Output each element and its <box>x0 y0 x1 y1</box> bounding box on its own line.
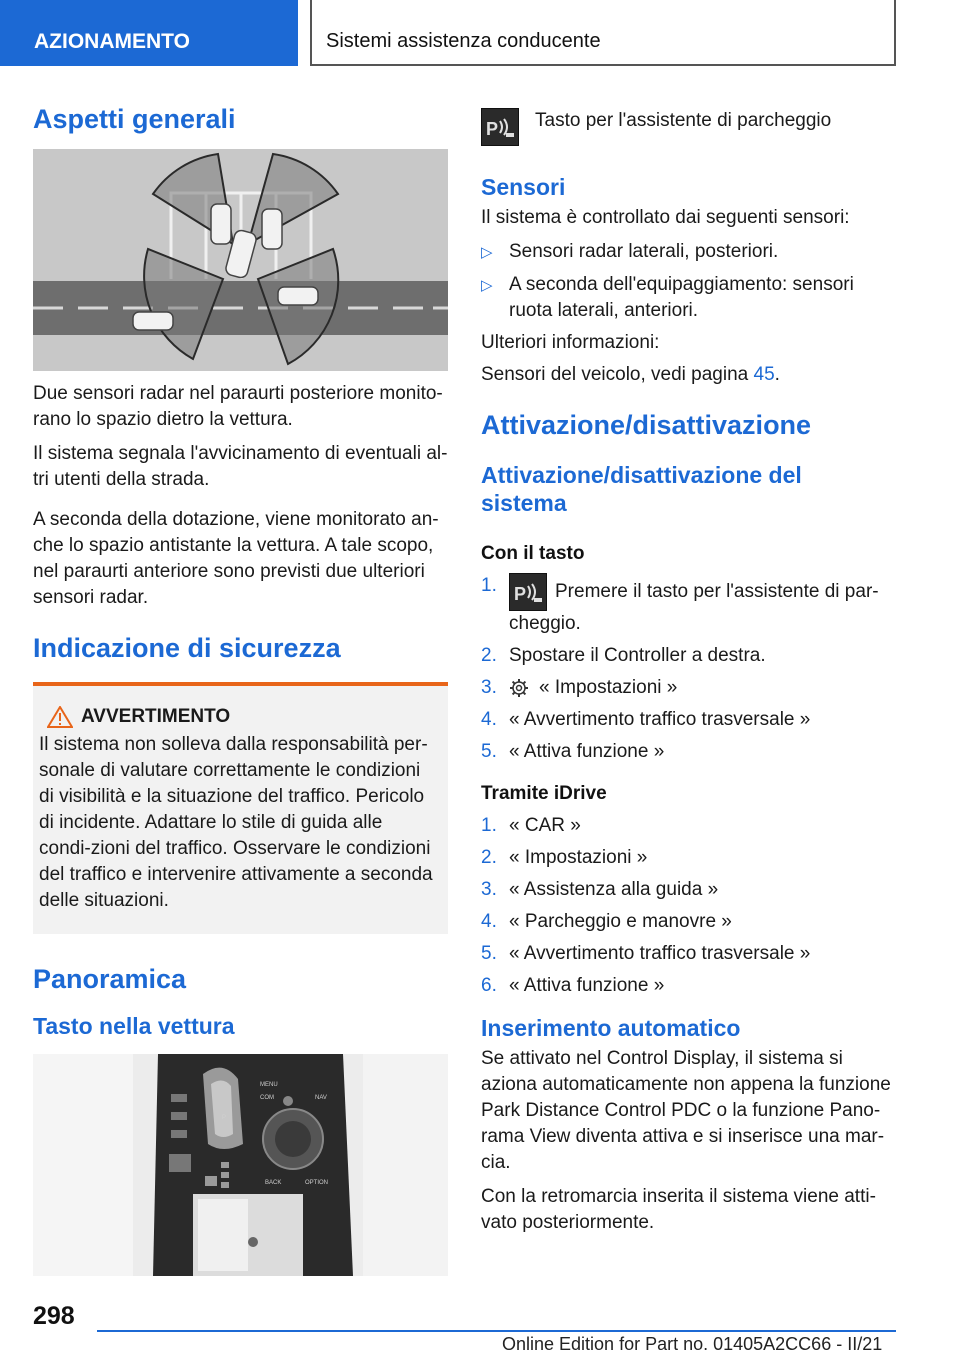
label-back: BACK <box>265 1180 282 1186</box>
warning-text: Il sistema non solleva dalla responsabilità per-sonale di valutare correttamente le condizioni di visibilità e la situazione del traffico. Pericolo di incidente. Adattare lo stile di guida alle condi-zioni del traffico. Osservare le condizioni del traffico e intervenire attivamente a seconda delle situazioni. <box>39 734 433 911</box>
list-item: 2. Spostare il Controller a destra. <box>481 645 766 666</box>
gear-icon <box>509 678 529 698</box>
list-item: ▷ Sensori radar laterali, posteriori. <box>481 239 893 266</box>
page-number: 298 <box>33 1302 75 1330</box>
label-option: OPTION <box>305 1180 329 1186</box>
list-item: 4. « Avvertimento traffico trasversale » <box>481 709 811 730</box>
left-column <box>33 90 448 1276</box>
parking-assistant-button-icon <box>481 108 519 146</box>
heading-sensors: Sensori <box>481 174 566 200</box>
heading-safety: Indicazione di sicurezza <box>33 633 341 663</box>
footer-divider <box>97 1330 896 1332</box>
right-column <box>481 90 893 1236</box>
list-item: 1. « CAR » <box>481 815 581 836</box>
chapter-tab: Sistemi assistenza conducente <box>310 0 896 66</box>
heading-activation: Attivazione/disattivazione <box>481 410 812 440</box>
list-item: 4. « Parcheggio e manovre » <box>481 911 732 932</box>
warning-box <box>33 682 448 934</box>
list-item: 5. « Avvertimento traffico trasversale » <box>481 943 811 964</box>
bullet-triangle-icon: ▷ <box>481 244 493 261</box>
general-paragraph-2: Il sistema segnala l'avvicinamento di eventuali al-tri utenti della strada. <box>33 443 448 490</box>
center-console-diagram <box>33 1054 448 1276</box>
page-link[interactable]: 45 <box>753 364 775 385</box>
radar-diagram <box>33 149 448 371</box>
general-paragraph-1: Due sensori radar nel paraurti posteriore monito-rano lo spazio dietro la vettura. <box>33 383 443 430</box>
label-menu: MENU <box>260 1082 278 1088</box>
label-nav: NAV <box>315 1095 327 1101</box>
sensors-intro: Il sistema è controllato dai seguenti sensori: <box>481 207 850 228</box>
list-item: 6. « Attiva funzione » <box>481 975 665 996</box>
auto-paragraph-2: Con la retromarcia inserita il sistema viene atti-vato posteriormente. <box>481 1186 876 1233</box>
heading-auto-activation: Inserimento automatico <box>481 1015 741 1041</box>
heading-with-button: Con il tasto <box>481 543 585 564</box>
heading-general: Aspetti generali <box>33 104 236 134</box>
list-item: ▷ A seconda dell'equipaggiamento: sensori ruota laterali, anteriori. <box>481 272 893 324</box>
auto-paragraph-1: Se attivato nel Control Display, il sistema si aziona automaticamente non appena la funzione Park Distance Control PDC o la funzione Pano-rama View diventa attiva e si inserisce una mar-cia. <box>481 1048 891 1173</box>
steps-button-list <box>481 573 893 765</box>
more-info: Ulteriori informazioni: <box>481 332 660 353</box>
steps-idrive-list <box>481 813 893 999</box>
warning-header <box>39 706 438 728</box>
radar-illustration <box>33 149 448 371</box>
bullet-triangle-icon: ▷ <box>481 277 493 294</box>
list-item: 1. P Premere il tasto per l'assistente di par-cheggio. <box>481 575 879 634</box>
warning-title: AVVERTIMENTO <box>81 706 231 727</box>
svg-text:P: P <box>486 119 499 139</box>
warning-triangle-icon <box>47 706 73 728</box>
heading-button-in-car: Tasto nella vettura <box>33 1013 235 1039</box>
page-footer <box>0 1300 960 1362</box>
list-item: 5. « Attiva funzione » <box>481 741 665 762</box>
sensors-list <box>481 239 893 324</box>
list-item: 3. « Impostazioni » <box>481 677 678 698</box>
svg-text:P: P <box>514 584 527 604</box>
heading-activation-system: Attivazione/disattivazione del sistema <box>481 462 802 516</box>
section-tab: AZIONAMENTO <box>0 0 298 66</box>
list-item: 2. « Impostazioni » <box>481 847 648 868</box>
list-item: 3. « Assistenza alla guida » <box>481 879 719 900</box>
edition-note: Online Edition for Part no. 01405A2CC66 - II/21 <box>502 1334 883 1354</box>
label-com: COM <box>260 1095 274 1101</box>
label-p: P <box>222 1115 227 1121</box>
parking-assistant-button-icon <box>509 573 547 611</box>
heading-overview: Panoramica <box>33 964 187 994</box>
page-header <box>0 0 960 66</box>
console-photo <box>33 1054 448 1276</box>
button-caption: Tasto per l'assistente di parcheggio <box>535 110 832 131</box>
general-paragraph-3: A seconda della dotazione, viene monitorato an-che lo spazio antistante la vettura. A tale scopo, nel paraurti anteriore sono previsti due ulteriori sensori radar. <box>33 509 439 608</box>
sensor-reference: Sensori del veicolo, vedi pagina 45. <box>481 364 780 385</box>
heading-idrive: Tramite iDrive <box>481 783 607 804</box>
button-caption-row <box>481 108 893 146</box>
